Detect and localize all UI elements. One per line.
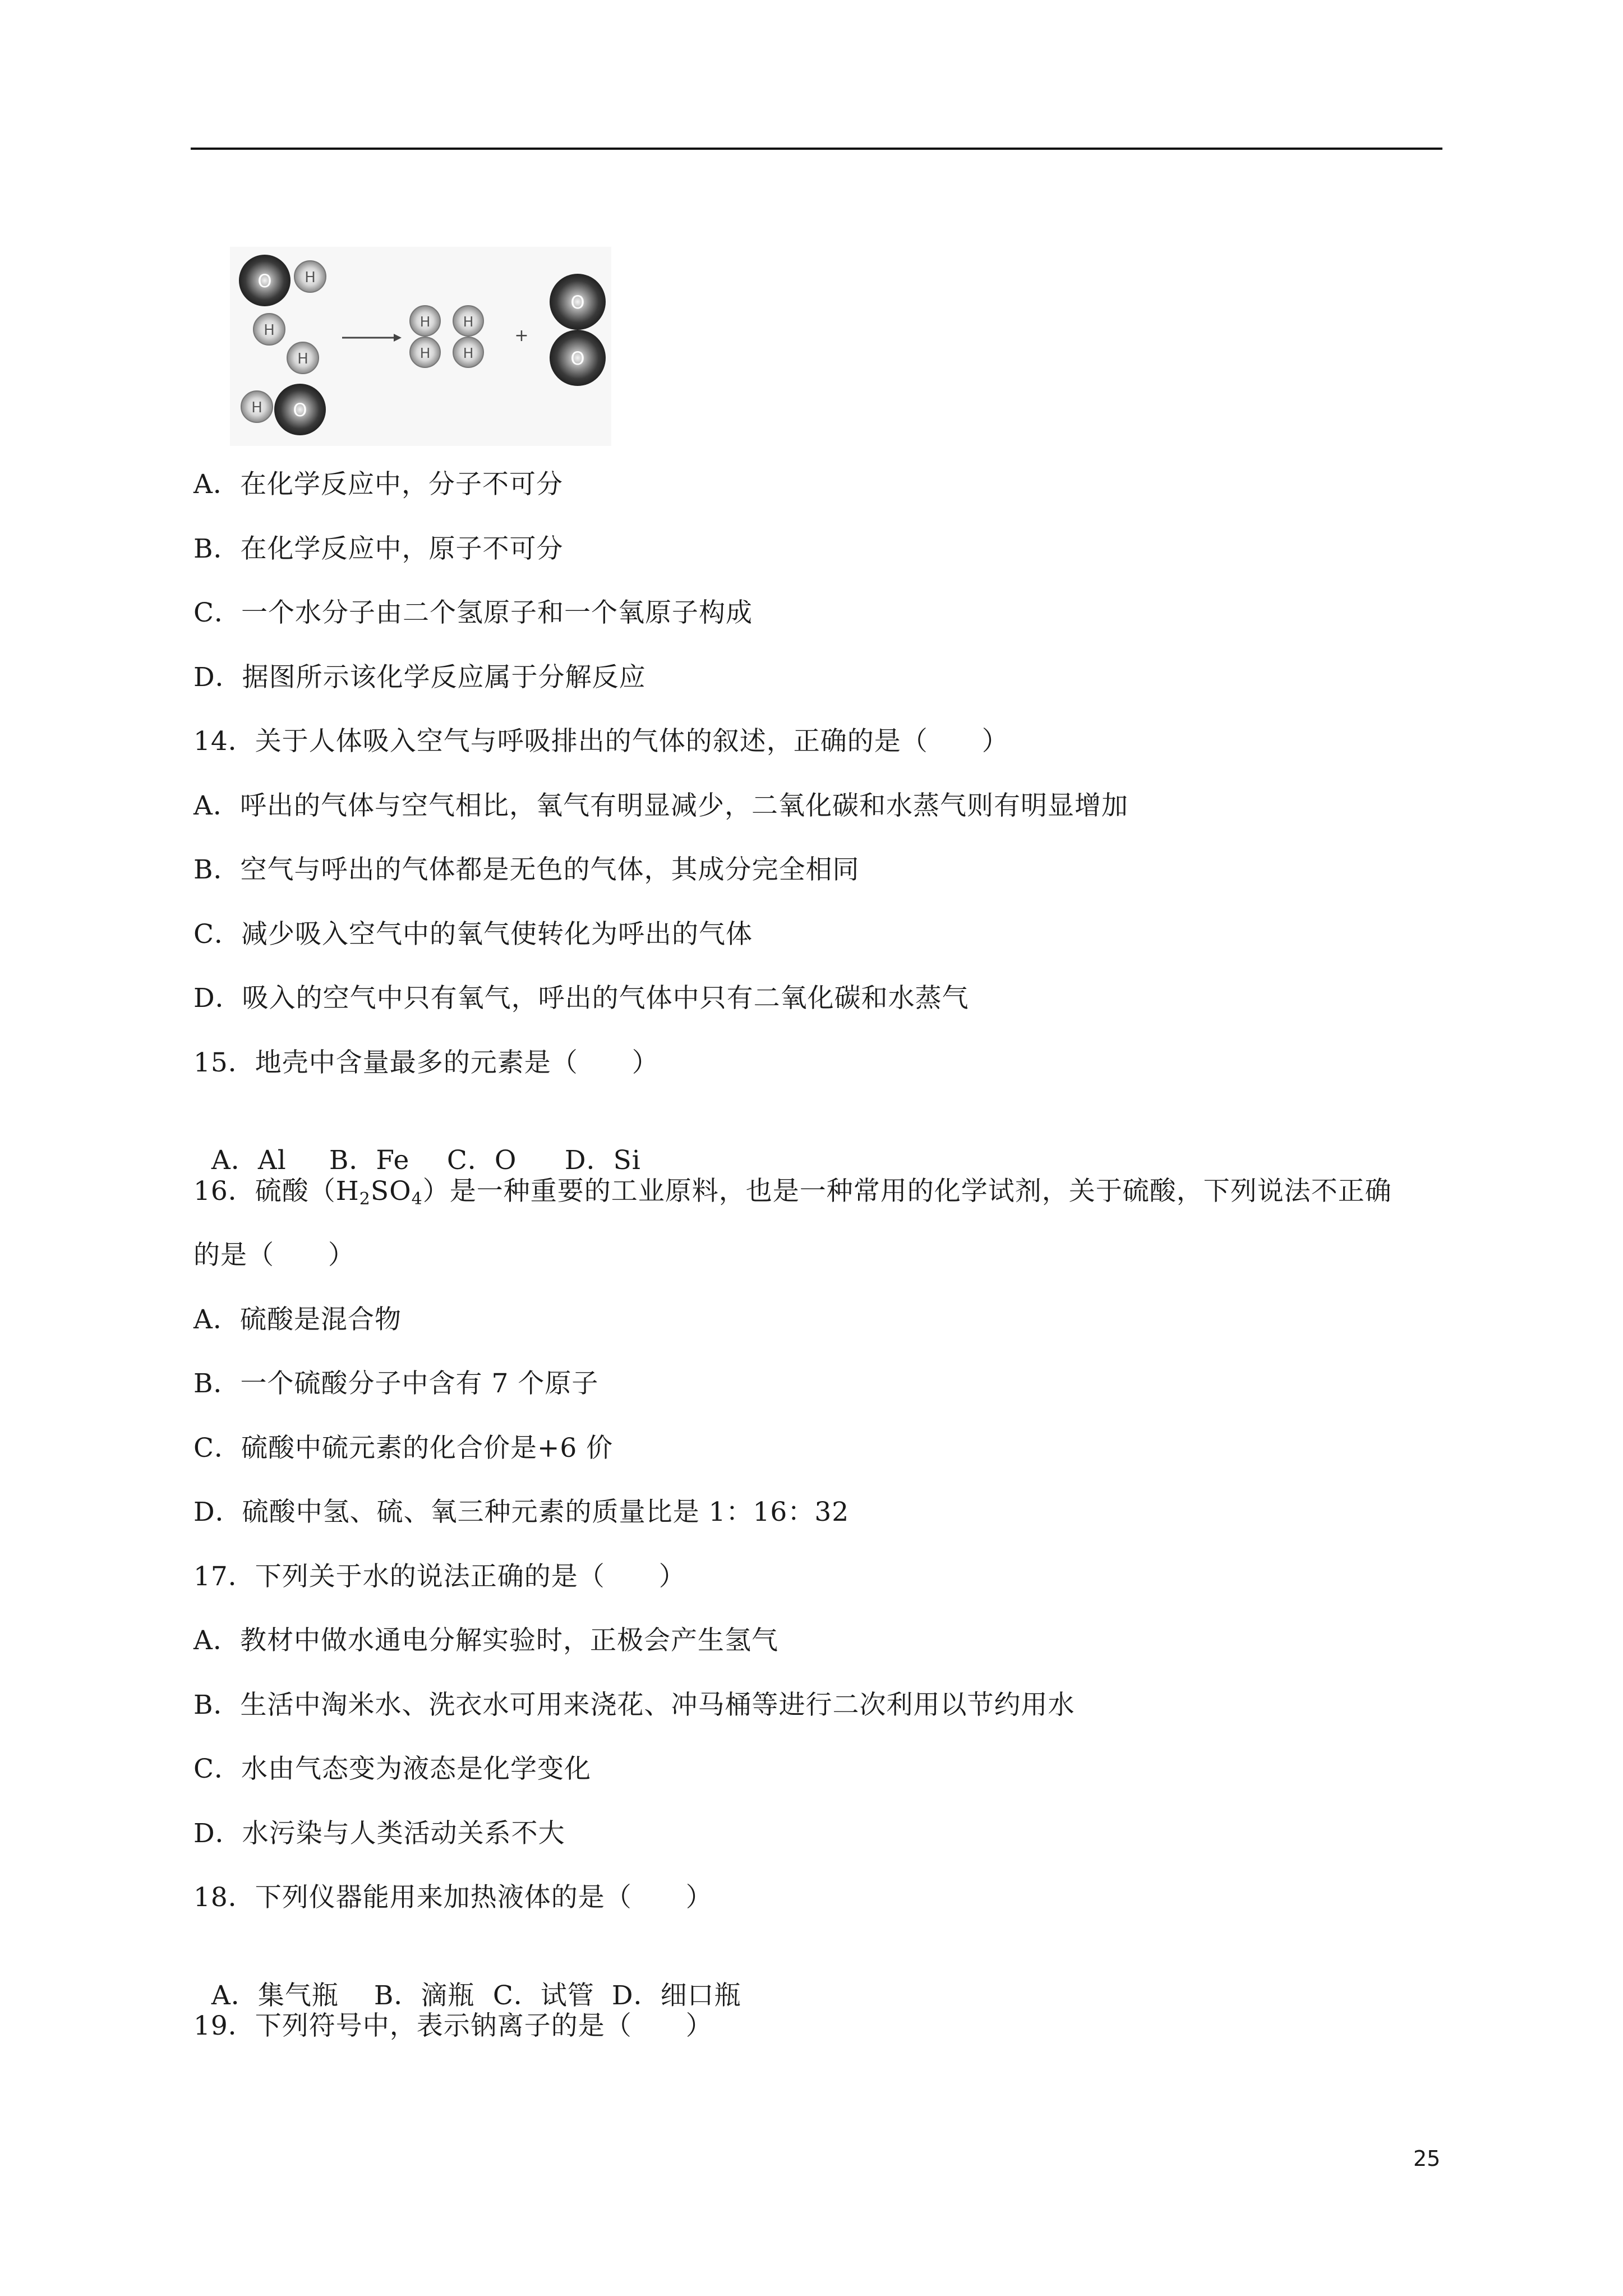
q17-stem: 17．下列关于水的说法正确的是（ ） [193, 1561, 686, 1592]
q17-option-d: D．水污染与人类活动关系不大 [193, 1818, 565, 1849]
oxygen-atom [274, 384, 326, 435]
svg-text:H: H [264, 322, 275, 339]
q18-option-c: C．试管 [492, 1980, 594, 2011]
q14-option-c: C．减少吸入空气中的氧气使转化为呼出的气体 [193, 919, 753, 950]
q13-option-c: C．一个水分子由二个氢原子和一个氧原子构成 [193, 597, 753, 628]
q15-options [193, 1110, 641, 1177]
q18-options [193, 1945, 741, 2013]
hydrogen-atom [294, 261, 326, 292]
hydrogen-atom [241, 391, 273, 422]
hydrogen-atom [253, 314, 285, 345]
q17-option-c: C．水由气态变为液态是化学变化 [193, 1754, 591, 1784]
q17-option-a: A．教材中做水通电分解实验时，正极会产生氢气 [193, 1625, 778, 1656]
q15-option-b: B．Fe [329, 1145, 410, 1176]
q15-option-c: C．O [446, 1145, 517, 1176]
svg-text:H: H [251, 399, 262, 416]
q18-option-d: D．细口瓶 [611, 1980, 741, 2011]
header-rule [191, 148, 1442, 150]
q13-option-a: A．在化学反应中，分子不可分 [193, 469, 563, 500]
q16-option-c: C．硫酸中硫元素的化合价是+6 价 [193, 1433, 614, 1464]
q19-stem: 19．下列符号中，表示钠离子的是（ ） [193, 2010, 713, 2041]
q16-stem-line2: 的是（ ） [193, 1240, 355, 1271]
svg-text:H: H [297, 351, 308, 367]
q16-stem: 16．硫酸$(H_2SO_4)$是一种重要的工业原料，也是一种常用的化学试剂，关于硫酸，下列说法不正确 [193, 1176, 1392, 1209]
svg-text:H: H [419, 314, 431, 330]
svg-text:H: H [305, 269, 316, 286]
svg-text:H: H [419, 345, 431, 361]
q16-option-a: A．硫酸是混合物 [193, 1304, 402, 1335]
q15-option-d: D．Si [564, 1145, 641, 1176]
page-number: 25 [1413, 2146, 1441, 2171]
svg-text:H: H [463, 345, 474, 361]
svg-text:O: O [257, 270, 272, 292]
q16-option-b: B．一个硫酸分子中含有 7 个原子 [193, 1368, 599, 1399]
q18-stem: 18．下列仪器能用来加热液体的是（ ） [193, 1882, 713, 1913]
svg-text:O: O [570, 348, 585, 369]
q15-option-a: A．Al [211, 1145, 287, 1176]
svg-text:H: H [463, 314, 474, 330]
q15-stem: 15．地壳中含量最多的元素是（ ） [193, 1047, 659, 1078]
q14-stem: 14．关于人体吸入空气与呼吸排出的气体的叙述，正确的是（ ） [193, 726, 1009, 757]
svg-text:O: O [293, 399, 307, 421]
svg-text:O: O [570, 292, 585, 313]
q14-option-d: D．吸入的空气中只有氧气，呼出的气体中只有二氧化碳和水蒸气 [193, 983, 969, 1014]
q18-option-b: B．滴瓶 [374, 1980, 475, 2011]
hydrogen-atom [287, 342, 319, 374]
oxygen-atom [239, 255, 291, 306]
water-decomposition-diagram [230, 247, 611, 446]
q18-option-a: A．集气瓶 [211, 1980, 339, 2011]
q13-option-d: D．据图所示该化学反应属于分解反应 [193, 662, 646, 693]
q16-option-d: D．硫酸中氢、硫、氧三种元素的质量比是 1：16：32 [193, 1497, 850, 1527]
q17-option-b: B．生活中淘米水、洗衣水可用来浇花、冲马桶等进行二次利用以节约用水 [193, 1690, 1075, 1720]
plus-sign: + [514, 326, 529, 346]
q14-option-a: A．呼出的气体与空气相比，氧气有明显减少，二氧化碳和水蒸气则有明显增加 [193, 790, 1128, 821]
q13-option-b: B．在化学反应中，原子不可分 [193, 533, 564, 564]
q14-option-b: B．空气与呼出的气体都是无色的气体，其成分完全相同 [193, 854, 860, 885]
